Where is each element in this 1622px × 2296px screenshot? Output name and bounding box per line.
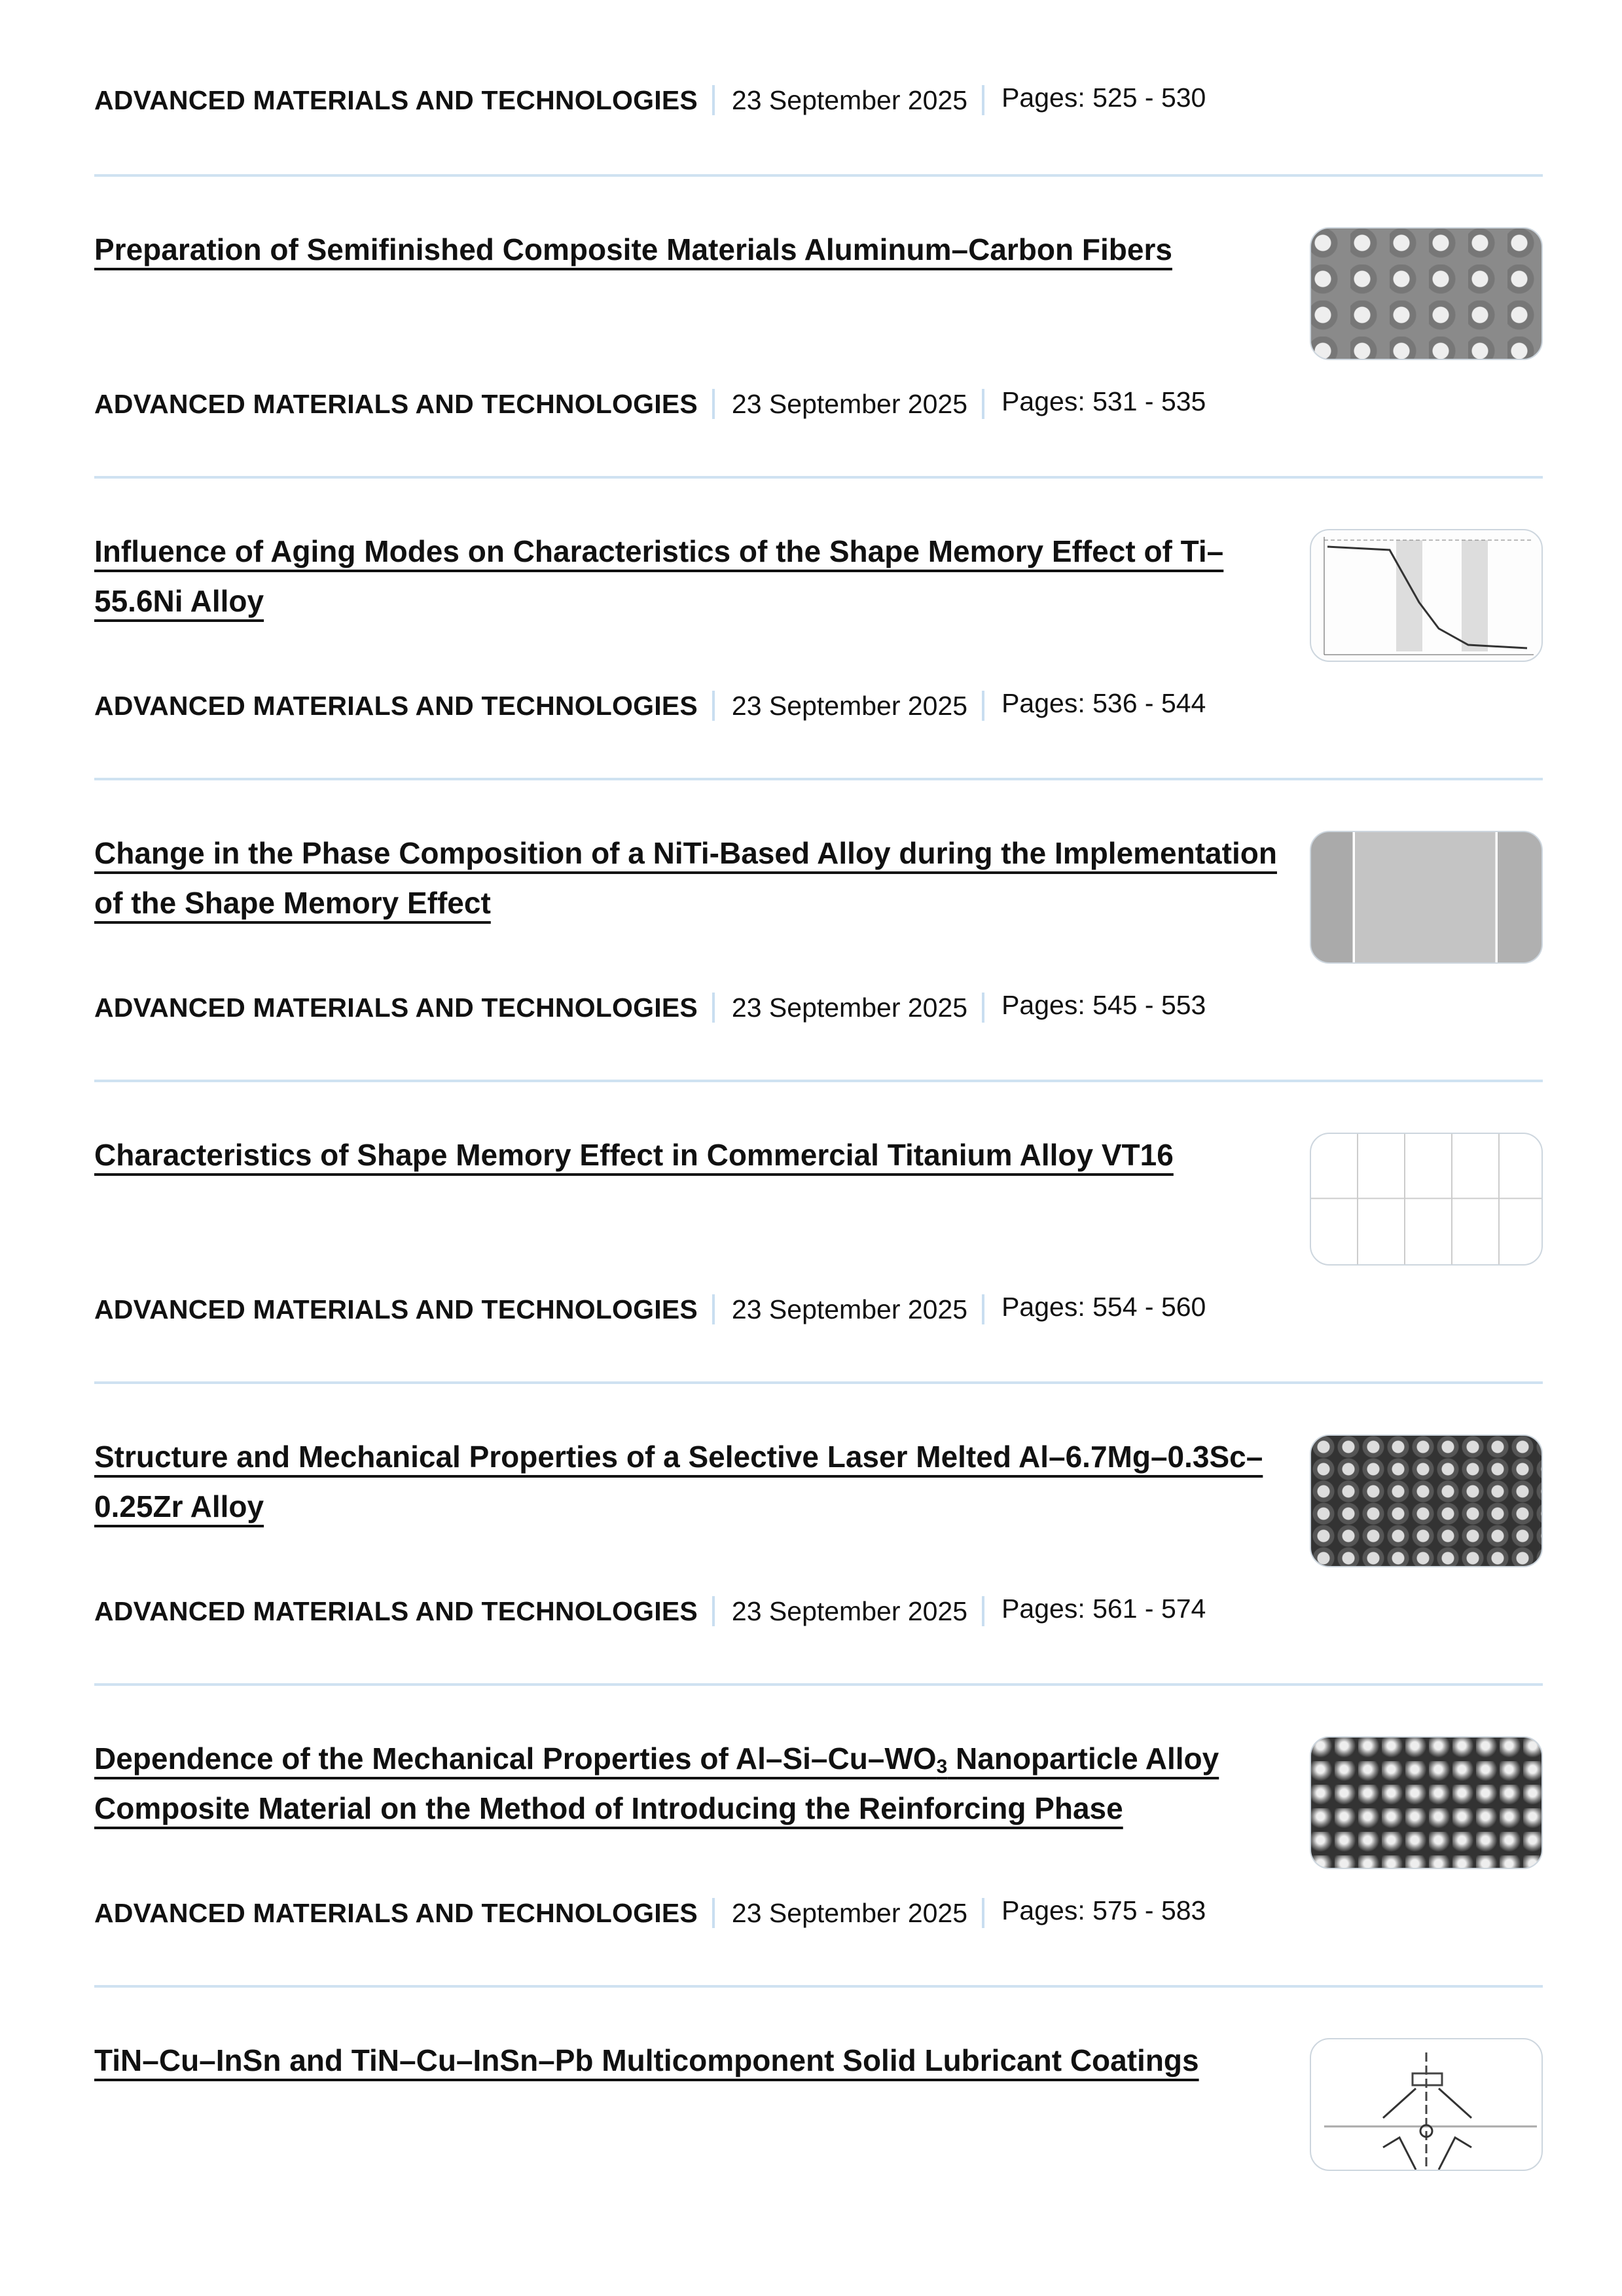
meta-divider (712, 1898, 715, 1928)
publication-date: 23 September 2025 (731, 690, 968, 721)
journal-name: ADVANCED MATERIALS AND TECHNOLOGIES (94, 388, 698, 419)
meta-divider (982, 691, 984, 721)
article-meta (94, 1895, 1543, 1931)
article-title (94, 225, 1292, 274)
journal-name: ADVANCED MATERIALS AND TECHNOLOGIES (94, 84, 698, 115)
title-text: Structure and Mechanical Properties of a Selective Laser Melted Al–6.7Mg–0.3Sc–0.25Zr Alloy (94, 1440, 1263, 1523)
article-row (94, 831, 1543, 964)
article-title-link[interactable] (94, 2043, 1199, 2077)
meta-divider (982, 1596, 984, 1626)
publication-date: 23 September 2025 (731, 1897, 968, 1928)
meta-divider (982, 85, 984, 115)
article-thumbnail[interactable] (1310, 227, 1543, 360)
article-title-link[interactable] (94, 836, 1277, 920)
article-title-link[interactable] (94, 534, 1223, 618)
article-list (94, 0, 1543, 2225)
title-text: Influence of Aging Modes on Characteristics of the Shape Memory Effect of Ti–55.6Ni Alloy (94, 534, 1224, 618)
journal-name: ADVANCED MATERIALS AND TECHNOLOGIES (94, 992, 698, 1023)
article-entry (94, 177, 1543, 479)
article-thumbnail[interactable] (1310, 1736, 1543, 1869)
meta-divider (712, 1596, 715, 1626)
article-title-link[interactable] (94, 1138, 1174, 1172)
article-row (94, 2038, 1543, 2171)
article-thumbnail[interactable] (1310, 2038, 1543, 2171)
title-text: Nanoparticle Alloy Composite Material on the Method of Introducing the Reinforcing Phase (94, 1741, 1219, 1825)
schematic-figure (1311, 2039, 1541, 2170)
meta-divider (712, 389, 715, 419)
article-title (94, 1734, 1292, 1833)
article-meta (94, 386, 1543, 422)
title-text: Preparation of Semifinished Composite Materials Aluminum–Carbon Fibers (94, 232, 1172, 266)
article-row (94, 1133, 1543, 1266)
title-subscript: 3 (936, 1756, 948, 1777)
meta-divider (712, 993, 715, 1023)
article-thumbnail[interactable] (1310, 831, 1543, 964)
title-text: Change in the Phase Composition of a NiTi-Based Alloy during the Implementation of the Shape Memory Effect (94, 836, 1277, 920)
page-range: Pages: 575 - 583 (1001, 1895, 1206, 1925)
page-range: Pages: 531 - 535 (1001, 386, 1206, 416)
page-range: Pages: 554 - 560 (1001, 1291, 1206, 1322)
publication-date: 23 September 2025 (731, 1595, 968, 1626)
article-entry-partial (94, 0, 1543, 177)
meta-divider (982, 1294, 984, 1324)
article-thumbnail[interactable] (1310, 1133, 1543, 1266)
article-meta (94, 1292, 1543, 1327)
article-thumbnail[interactable] (1310, 1434, 1543, 1567)
article-meta (94, 688, 1543, 723)
article-row (94, 1736, 1543, 1869)
publication-date: 23 September 2025 (731, 992, 968, 1023)
article-entry (94, 780, 1543, 1082)
article-row (94, 1434, 1543, 1567)
meta-divider (712, 691, 715, 721)
article-meta (94, 82, 1543, 118)
journal-name: ADVANCED MATERIALS AND TECHNOLOGIES (94, 1595, 698, 1626)
title-text: Characteristics of Shape Memory Effect in Commercial Titanium Alloy VT16 (94, 1138, 1174, 1172)
title-text: TiN–Cu–InSn and TiN–Cu–InSn–Pb Multicomponent Solid Lubricant Coatings (94, 2043, 1199, 2077)
meta-divider (712, 1294, 715, 1324)
title-text: Dependence of the Mechanical Properties of Al–Si–Cu–WO (94, 1741, 937, 1776)
article-title (94, 1130, 1292, 1180)
article-title (94, 2035, 1292, 2085)
graph-figure (1311, 530, 1541, 661)
meta-divider (982, 389, 984, 419)
journal-name: ADVANCED MATERIALS AND TECHNOLOGIES (94, 1897, 698, 1928)
article-entry (94, 1686, 1543, 1988)
publication-date: 23 September 2025 (731, 1294, 968, 1324)
article-entry (94, 1384, 1543, 1686)
article-title (94, 526, 1292, 626)
meta-divider (982, 993, 984, 1023)
page-range: Pages: 536 - 544 (1001, 687, 1206, 718)
page-range: Pages: 561 - 574 (1001, 1593, 1206, 1624)
article-row (94, 227, 1543, 360)
article-title (94, 828, 1292, 928)
page-range: Pages: 525 - 530 (1001, 82, 1206, 113)
journal-name: ADVANCED MATERIALS AND TECHNOLOGIES (94, 690, 698, 721)
article-meta (94, 990, 1543, 1025)
article-entry (94, 1988, 1543, 2225)
article-title-link[interactable] (94, 1741, 1219, 1825)
article-entry (94, 1082, 1543, 1384)
article-row (94, 529, 1543, 662)
publication-date: 23 September 2025 (731, 388, 968, 419)
article-thumbnail[interactable] (1310, 529, 1543, 662)
meta-divider (982, 1898, 984, 1928)
article-title-link[interactable] (94, 232, 1172, 266)
journal-name: ADVANCED MATERIALS AND TECHNOLOGIES (94, 1294, 698, 1324)
page-range: Pages: 545 - 553 (1001, 989, 1206, 1020)
article-title (94, 1432, 1292, 1531)
meta-divider (712, 85, 715, 115)
article-meta (94, 1594, 1543, 1629)
publication-date: 23 September 2025 (731, 84, 968, 115)
article-entry (94, 479, 1543, 780)
article-title-link[interactable] (94, 1440, 1263, 1523)
